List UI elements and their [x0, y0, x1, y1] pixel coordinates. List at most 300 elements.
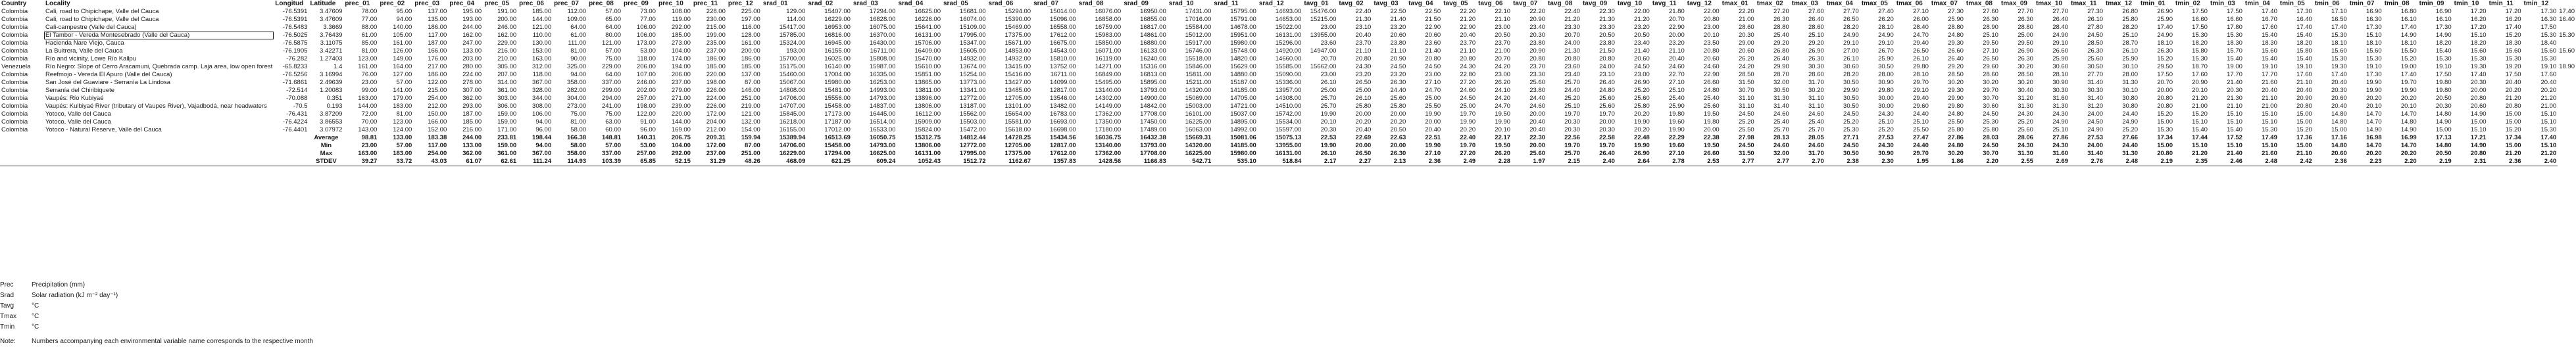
value-cell[interactable]: 26.10: [1913, 55, 1929, 62]
value-cell[interactable]: 20.20: [1390, 118, 1406, 126]
stat-value[interactable]: 16131.00: [914, 150, 941, 157]
stat-value[interactable]: 26.10: [1320, 150, 1337, 157]
value-cell[interactable]: 15.30: [2559, 32, 2575, 39]
column-header[interactable]: srad_08: [1078, 0, 1104, 7]
stat-value[interactable]: 48.26: [727, 158, 762, 166]
value-cell[interactable]: 53.00: [640, 47, 656, 55]
value-cell[interactable]: 21.30: [1599, 16, 1615, 23]
value-cell[interactable]: 30.60: [1843, 63, 1859, 70]
value-cell[interactable]: 16155.00: [824, 47, 851, 55]
stat-value[interactable]: 30.20: [1948, 150, 1964, 157]
value-cell[interactable]: 28.40: [2052, 24, 2068, 31]
column-header[interactable]: tmax_04: [1826, 0, 1853, 7]
value-cell[interactable]: 24.40: [1913, 110, 1929, 118]
value-cell[interactable]: 25.50: [1425, 103, 1441, 110]
stat-value[interactable]: 19.90: [1634, 142, 1650, 149]
value-cell[interactable]: 200.00: [741, 47, 760, 55]
stat-value[interactable]: 30.90: [1878, 150, 1894, 157]
value-cell[interactable]: 1.4: [334, 63, 343, 70]
value-cell[interactable]: 29.90: [1843, 87, 1859, 94]
value-cell[interactable]: 23.80: [1390, 39, 1406, 47]
value-cell[interactable]: 14900.00: [1140, 95, 1166, 102]
stat-value[interactable]: 163.00: [358, 150, 378, 157]
value-cell[interactable]: 25.10: [1913, 118, 1929, 126]
column-header[interactable]: tmax_11: [2071, 0, 2097, 7]
stat-value[interactable]: 28.05: [1808, 134, 1824, 141]
value-cell[interactable]: 25.80: [2122, 16, 2139, 23]
value-cell[interactable]: 77.00: [361, 16, 378, 23]
column-header[interactable]: prec_12: [728, 0, 753, 7]
value-cell[interactable]: 20.50: [2435, 95, 2452, 102]
value-cell[interactable]: 179.00: [393, 95, 412, 102]
stat-value[interactable]: 21.20: [2540, 150, 2557, 157]
value-cell[interactable]: 173.00: [636, 39, 656, 47]
value-cell[interactable]: 20.20: [1460, 126, 1476, 133]
value-cell[interactable]: 87.00: [745, 79, 760, 86]
value-cell[interactable]: 88.00: [361, 24, 378, 31]
value-cell[interactable]: 30.30: [2052, 87, 2068, 94]
value-cell[interactable]: 24.40: [2122, 110, 2139, 118]
value-cell[interactable]: 28.20: [2122, 24, 2139, 31]
column-header[interactable]: tmax_12: [2106, 0, 2133, 7]
column-header[interactable]: tmin_01: [2141, 0, 2166, 7]
value-cell[interactable]: 15090.00: [1275, 71, 1302, 78]
value-cell[interactable]: 25.60: [2087, 55, 2104, 62]
value-cell[interactable]: 271.00: [671, 95, 691, 102]
value-cell[interactable]: 20.00: [1599, 118, 1615, 126]
value-cell[interactable]: 15597.00: [1275, 126, 1302, 133]
value-cell[interactable]: 15.20: [2296, 126, 2312, 133]
value-cell[interactable]: 16.60: [2227, 16, 2242, 23]
column-header[interactable]: prec_07: [554, 0, 579, 7]
value-cell[interactable]: 31.30: [2018, 103, 2033, 110]
value-cell[interactable]: 116.00: [741, 24, 760, 31]
value-cell[interactable]: 30.00: [1878, 95, 1894, 102]
column-header[interactable]: tmin_06: [2314, 0, 2340, 7]
value-cell[interactable]: 17.60: [2540, 71, 2557, 78]
value-cell[interactable]: 13752.00: [1050, 63, 1076, 70]
stat-value[interactable]: 14320.00: [1185, 142, 1212, 149]
stat-value[interactable]: 1166.83: [1122, 158, 1168, 166]
stat-value[interactable]: 16036.75: [1095, 134, 1122, 141]
column-header[interactable]: tmin_03: [2210, 0, 2235, 7]
value-cell[interactable]: 15983.00: [1095, 32, 1122, 39]
value-cell[interactable]: 21.00: [1495, 47, 1511, 55]
value-cell[interactable]: 20.00: [2470, 87, 2487, 94]
empty-cell[interactable]: [0, 158, 44, 166]
stat-value[interactable]: 20.20: [2365, 150, 2382, 157]
stat-value[interactable]: 21.20: [2192, 150, 2208, 157]
value-cell[interactable]: 30.90: [1878, 79, 1894, 86]
column-header[interactable]: srad_10: [1168, 0, 1194, 7]
value-cell[interactable]: 26.70: [1878, 47, 1894, 55]
column-header[interactable]: tmin_09: [2419, 0, 2444, 7]
value-cell[interactable]: 72.00: [361, 110, 378, 118]
value-cell[interactable]: 15917.00: [1185, 39, 1212, 47]
value-cell[interactable]: 25.60: [1599, 95, 1615, 102]
value-cell[interactable]: 21.10: [1390, 47, 1406, 55]
value-cell[interactable]: 29.90: [1773, 63, 1789, 70]
value-cell[interactable]: 237.00: [706, 47, 726, 55]
value-cell[interactable]: 20.80: [2505, 103, 2521, 110]
value-cell[interactable]: 15.30: [2192, 55, 2208, 62]
stat-value[interactable]: 17.21: [2470, 134, 2487, 141]
value-cell[interactable]: 20.80: [2296, 103, 2312, 110]
value-cell[interactable]: 30.50: [1843, 95, 1859, 102]
value-cell[interactable]: 24.80: [1948, 110, 1964, 118]
value-cell[interactable]: 16950.00: [1140, 8, 1166, 15]
value-cell[interactable]: 57.00: [605, 47, 622, 55]
stat-value[interactable]: 31.60: [2052, 150, 2068, 157]
locality-cell[interactable]: Yotoco, Valle del Cauca: [45, 118, 111, 126]
column-header[interactable]: prec_03: [414, 0, 440, 7]
stat-value[interactable]: 22.56: [1564, 134, 1580, 141]
value-cell[interactable]: 106.00: [636, 32, 656, 39]
value-cell[interactable]: 25.70: [1320, 103, 1337, 110]
value-cell[interactable]: 15811.00: [1185, 71, 1212, 78]
value-cell[interactable]: 15.30: [2192, 32, 2208, 39]
value-cell[interactable]: 24.90: [2087, 126, 2104, 133]
value-cell[interactable]: 20.40: [1355, 32, 1372, 39]
stat-value[interactable]: 16513.69: [824, 134, 851, 141]
stat-value[interactable]: 53.00: [640, 142, 656, 149]
value-cell[interactable]: 17180.00: [1095, 126, 1122, 133]
value-cell[interactable]: 32.00: [1773, 79, 1789, 86]
value-cell[interactable]: 20.10: [2400, 103, 2417, 110]
value-cell[interactable]: 13806.00: [914, 103, 941, 110]
value-cell[interactable]: 17.30: [2540, 8, 2557, 15]
value-cell[interactable]: 206.00: [671, 71, 691, 78]
value-cell[interactable]: 141.00: [393, 87, 412, 94]
stat-label[interactable]: Max: [320, 150, 333, 157]
value-cell[interactable]: 21.50: [1599, 47, 1615, 55]
value-cell[interactable]: 203.00: [462, 55, 482, 62]
value-cell[interactable]: 128.00: [741, 32, 760, 39]
value-cell[interactable]: 20.30: [2331, 87, 2347, 94]
value-cell[interactable]: 15518.00: [1185, 55, 1212, 62]
column-header[interactable]: srad_02: [808, 0, 833, 7]
value-cell[interactable]: 15895.00: [1140, 79, 1166, 86]
value-cell[interactable]: 15562.00: [959, 110, 986, 118]
value-cell[interactable]: 20.60: [1390, 32, 1406, 39]
value-cell[interactable]: 15824.00: [914, 126, 941, 133]
stat-value[interactable]: 65.85: [622, 158, 657, 166]
stat-value[interactable]: 1357.83: [1032, 158, 1077, 166]
value-cell[interactable]: 3.42271: [320, 47, 343, 55]
locality-cell[interactable]: Cali, road to Chipichape, Valle del Cauca: [45, 16, 159, 23]
value-cell[interactable]: 176.00: [428, 55, 447, 62]
value-cell[interactable]: 17.20: [2470, 24, 2487, 31]
value-cell[interactable]: 61.00: [570, 32, 587, 39]
value-cell[interactable]: 273.00: [567, 103, 587, 110]
value-cell[interactable]: 21.60: [2262, 79, 2277, 86]
value-cell[interactable]: 20.80: [2157, 95, 2173, 102]
locality-cell[interactable]: La Buitrera, Valle del Cauca: [45, 47, 123, 55]
stat-value[interactable]: 14706.00: [779, 142, 806, 149]
column-header[interactable]: tmin_12: [2523, 0, 2549, 7]
value-cell[interactable]: 27.10: [1913, 8, 1929, 15]
value-cell[interactable]: 16558.00: [1050, 24, 1076, 31]
stat-value[interactable]: 22.38: [1703, 134, 1720, 141]
stat-value[interactable]: 1.86: [1930, 158, 1965, 166]
column-header[interactable]: tmax_02: [1756, 0, 1783, 7]
value-cell[interactable]: 18.10: [2400, 39, 2417, 47]
value-cell[interactable]: 25.20: [1878, 126, 1894, 133]
value-cell[interactable]: 26.40: [1599, 79, 1615, 86]
value-cell[interactable]: 15.40: [2296, 32, 2312, 39]
stat-value[interactable]: 14.80: [2435, 142, 2452, 149]
value-cell[interactable]: 13482.00: [1050, 103, 1076, 110]
country-cell[interactable]: Colombia: [1, 32, 28, 39]
value-cell[interactable]: 337.00: [601, 79, 622, 86]
value-cell[interactable]: 26.30: [2018, 55, 2033, 62]
stat-value[interactable]: 31.30: [2122, 150, 2139, 157]
value-cell[interactable]: 135.00: [428, 16, 447, 23]
value-cell[interactable]: 16.80: [2400, 8, 2417, 15]
value-cell[interactable]: -76.282: [286, 55, 308, 62]
value-cell[interactable]: 16140.00: [824, 63, 851, 70]
value-cell[interactable]: 17.40: [2505, 24, 2521, 31]
value-cell[interactable]: 20.10: [2192, 87, 2208, 94]
value-cell[interactable]: 3.07972: [320, 126, 343, 133]
value-cell[interactable]: 15458.00: [824, 103, 851, 110]
value-cell[interactable]: 23.00: [361, 79, 378, 86]
value-cell[interactable]: 183.00: [393, 103, 412, 110]
stat-value[interactable]: 27.66: [2122, 134, 2139, 141]
value-cell[interactable]: -76.5483: [282, 24, 308, 31]
value-cell[interactable]: 14932.00: [959, 55, 986, 62]
value-cell[interactable]: 24.90: [1843, 32, 1859, 39]
value-cell[interactable]: 17.50: [2505, 71, 2521, 78]
value-cell[interactable]: 20.00: [2157, 87, 2173, 94]
value-cell[interactable]: 16430.00: [869, 39, 896, 47]
value-cell[interactable]: 15.40: [2262, 32, 2277, 39]
value-cell[interactable]: 251.00: [741, 95, 760, 102]
value-cell[interactable]: 124.00: [393, 126, 412, 133]
column-header[interactable]: tavg_10: [1617, 0, 1643, 7]
value-cell[interactable]: 27.30: [2087, 8, 2104, 15]
stat-value[interactable]: 133.00: [462, 142, 482, 149]
value-cell[interactable]: 30.50: [1773, 87, 1789, 94]
value-cell[interactable]: 23.30: [1599, 24, 1615, 31]
column-header[interactable]: srad_09: [1124, 0, 1149, 7]
stat-value[interactable]: 17.40: [2540, 134, 2557, 141]
value-cell[interactable]: 14992.00: [1230, 126, 1256, 133]
value-cell[interactable]: 26.20: [1495, 79, 1511, 86]
value-cell[interactable]: 15069.00: [1185, 95, 1212, 102]
value-cell[interactable]: 20.00: [1703, 126, 1720, 133]
value-cell[interactable]: 13957.00: [1275, 87, 1302, 94]
value-cell[interactable]: 64.00: [605, 24, 622, 31]
locality-cell[interactable]: Serranía del Chiribiquete: [45, 87, 115, 94]
value-cell[interactable]: 15585.00: [1275, 63, 1302, 70]
value-cell[interactable]: -71.6861: [282, 79, 308, 86]
value-cell[interactable]: 162.00: [497, 32, 517, 39]
stat-value[interactable]: 27.53: [1878, 134, 1894, 141]
value-cell[interactable]: 24.40: [1564, 87, 1580, 94]
value-cell[interactable]: 15211.00: [1185, 79, 1212, 86]
stat-value[interactable]: 14.70: [2365, 142, 2382, 149]
stat-value[interactable]: 117.00: [428, 142, 447, 149]
value-cell[interactable]: 14693.00: [1275, 8, 1302, 15]
value-cell[interactable]: 229.00: [497, 39, 517, 47]
value-cell[interactable]: 30.50: [1878, 63, 1894, 70]
value-cell[interactable]: 312.00: [532, 63, 552, 70]
value-cell[interactable]: -76.5875: [282, 39, 308, 47]
value-cell[interactable]: 21.20: [1460, 16, 1476, 23]
value-cell[interactable]: 15407.00: [824, 8, 851, 15]
value-cell[interactable]: 20.50: [1390, 126, 1406, 133]
value-cell[interactable]: 22.90: [1425, 24, 1441, 31]
stat-value[interactable]: 159.94: [741, 134, 760, 141]
value-cell[interactable]: 17294.00: [869, 8, 896, 15]
stat-value[interactable]: 19.50: [1703, 142, 1720, 149]
value-cell[interactable]: 15.60: [2365, 47, 2382, 55]
value-cell[interactable]: 65.00: [605, 16, 622, 23]
value-cell[interactable]: 15.50: [2400, 47, 2417, 55]
stat-value[interactable]: 39.27: [343, 158, 378, 166]
empty-cell[interactable]: [274, 150, 309, 158]
value-cell[interactable]: 17.40: [2262, 8, 2277, 15]
value-cell[interactable]: 16.90: [2365, 8, 2382, 15]
value-cell[interactable]: 76.00: [361, 71, 378, 78]
value-cell[interactable]: 29.20: [1808, 39, 1824, 47]
column-header[interactable]: tmax_08: [1966, 0, 1993, 7]
value-cell[interactable]: 293.00: [462, 103, 482, 110]
value-cell[interactable]: 17.20: [2470, 8, 2487, 15]
value-cell[interactable]: 20.30: [1564, 126, 1580, 133]
value-cell[interactable]: 15951.00: [1230, 32, 1256, 39]
locality-cell[interactable]: Yotoco - Natural Reserve, Valle del Cauca: [45, 126, 162, 133]
value-cell[interactable]: 25.00: [2018, 32, 2033, 39]
value-cell[interactable]: 21.50: [1425, 16, 1441, 23]
value-cell[interactable]: -76.431: [286, 110, 308, 118]
stat-value[interactable]: 24.50: [1983, 142, 1998, 149]
empty-cell[interactable]: [274, 158, 309, 166]
stat-value[interactable]: 367.00: [532, 150, 552, 157]
value-cell[interactable]: 14302.00: [1095, 95, 1122, 102]
value-cell[interactable]: 24.70: [1425, 87, 1441, 94]
column-header[interactable]: tmax_07: [1931, 0, 1958, 7]
value-cell[interactable]: 16025.00: [824, 55, 851, 62]
stat-value[interactable]: 28.06: [2018, 134, 2033, 141]
stat-value[interactable]: 22.51: [1425, 134, 1441, 141]
value-cell[interactable]: 77.00: [640, 16, 656, 23]
value-cell[interactable]: 204.00: [706, 118, 726, 126]
value-cell[interactable]: 21.20: [1564, 16, 1580, 23]
column-header[interactable]: tavg_04: [1408, 0, 1433, 7]
value-cell[interactable]: 16858.00: [1095, 16, 1122, 23]
value-cell[interactable]: 171.00: [497, 126, 517, 133]
value-cell[interactable]: 15851.00: [914, 71, 941, 78]
value-cell[interactable]: 14320.00: [1185, 87, 1212, 94]
value-cell[interactable]: 21.20: [2192, 95, 2208, 102]
value-cell[interactable]: 16880.00: [1140, 39, 1166, 47]
value-cell[interactable]: 15067.00: [779, 79, 806, 86]
value-cell[interactable]: 17.50: [2227, 8, 2242, 15]
value-cell[interactable]: 194.00: [671, 63, 691, 70]
column-header[interactable]: Locality: [45, 0, 70, 7]
value-cell[interactable]: 17.40: [2559, 8, 2575, 15]
value-cell[interactable]: 16131.00: [1275, 32, 1302, 39]
stat-value[interactable]: 14.70: [2400, 142, 2417, 149]
value-cell[interactable]: 15.30: [2365, 55, 2382, 62]
column-header[interactable]: tavg_02: [1339, 0, 1364, 7]
value-cell[interactable]: 23.40: [1634, 39, 1650, 47]
stat-value[interactable]: 22.53: [1320, 134, 1337, 141]
value-cell[interactable]: 25.90: [2157, 16, 2173, 23]
value-cell[interactable]: 15470.00: [914, 55, 941, 62]
value-cell[interactable]: 24.50: [1738, 110, 1754, 118]
value-cell[interactable]: 24.30: [1355, 63, 1372, 70]
value-cell[interactable]: 16218.00: [779, 118, 806, 126]
value-cell[interactable]: 78.00: [361, 8, 378, 15]
value-cell[interactable]: 29.30: [1948, 39, 1964, 47]
stat-value[interactable]: 2.64: [1616, 158, 1651, 166]
column-header[interactable]: tmin_07: [2349, 0, 2375, 7]
value-cell[interactable]: 24.60: [1529, 103, 1546, 110]
value-cell[interactable]: 216.00: [497, 47, 517, 55]
stat-value[interactable]: 24.40: [1913, 142, 1929, 149]
value-cell[interactable]: 20.40: [1355, 126, 1372, 133]
stat-value[interactable]: 159.00: [497, 142, 517, 149]
empty-cell[interactable]: [44, 142, 274, 150]
stat-value[interactable]: 20.00: [1355, 142, 1372, 149]
value-cell[interactable]: 15.40: [2435, 47, 2452, 55]
stat-value[interactable]: 98.81: [361, 134, 378, 141]
stat-value[interactable]: 14728.25: [1004, 134, 1031, 141]
value-cell[interactable]: 121.00: [601, 39, 622, 47]
value-cell[interactable]: 185.00: [741, 63, 760, 70]
value-cell[interactable]: 28.20: [1843, 24, 1859, 31]
value-cell[interactable]: 27.10: [1668, 79, 1685, 86]
value-cell[interactable]: 17489.00: [1140, 126, 1166, 133]
value-cell[interactable]: 23.80: [1529, 87, 1546, 94]
value-cell[interactable]: 15336.00: [1275, 79, 1302, 86]
stat-value[interactable]: 337.00: [601, 150, 622, 157]
value-cell[interactable]: 19.90: [1495, 118, 1511, 126]
value-cell[interactable]: 17016.00: [1185, 16, 1212, 23]
stat-value[interactable]: 2.30: [1860, 158, 1895, 166]
value-cell[interactable]: 15980.00: [824, 79, 851, 86]
value-cell[interactable]: 22.50: [1425, 8, 1441, 15]
stat-value[interactable]: 22.29: [1668, 134, 1685, 141]
value-cell[interactable]: 25.10: [1878, 118, 1894, 126]
value-cell[interactable]: 14.90: [2470, 110, 2487, 118]
stat-value[interactable]: 26.90: [1634, 150, 1650, 157]
value-cell[interactable]: 23.30: [1564, 24, 1580, 31]
value-cell[interactable]: 15476.00: [1310, 8, 1337, 15]
value-cell[interactable]: 20.60: [1703, 55, 1720, 62]
value-cell[interactable]: 14947.00: [1310, 47, 1337, 55]
stat-value[interactable]: 27.10: [1668, 150, 1685, 157]
stat-value[interactable]: 17.34: [2157, 134, 2173, 141]
value-cell[interactable]: 254.00: [428, 95, 447, 102]
value-cell[interactable]: 20.70: [1320, 55, 1337, 62]
value-cell[interactable]: 28.90: [1983, 24, 1998, 31]
value-cell[interactable]: 15.00: [2470, 118, 2487, 126]
value-cell[interactable]: 19.80: [1668, 110, 1685, 118]
stat-value[interactable]: 17375.00: [1004, 150, 1031, 157]
stat-value[interactable]: 19.90: [1320, 142, 1337, 149]
value-cell[interactable]: 17.40: [2400, 24, 2417, 31]
value-cell[interactable]: 57.00: [605, 8, 622, 15]
value-cell[interactable]: 20.30: [1738, 32, 1754, 39]
value-cell[interactable]: 19.30: [2331, 63, 2347, 70]
value-cell[interactable]: 22.90: [1460, 24, 1476, 31]
column-header[interactable]: tmin_10: [2454, 0, 2479, 7]
stat-value[interactable]: 17.34: [2505, 134, 2521, 141]
